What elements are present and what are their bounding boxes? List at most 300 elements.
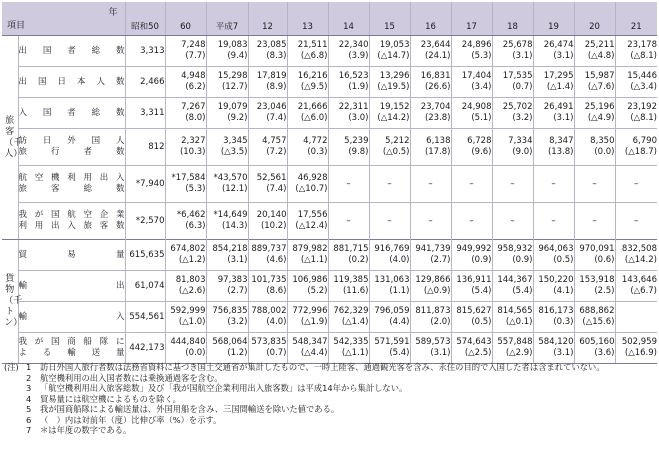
value-cell — [574, 67, 615, 98]
row-label-cell — [18, 67, 125, 98]
row-label-line: 輸入 — [18, 311, 125, 322]
value-cell — [165, 98, 206, 129]
value-text: – — [510, 178, 515, 189]
change-rate-text: (6.3) — [185, 221, 206, 231]
change-rate-text: (△1.4) — [546, 82, 574, 92]
value-cell — [574, 333, 615, 364]
value-cell — [492, 240, 533, 271]
value-cell — [492, 36, 533, 67]
change-rate-text: (0.7) — [512, 82, 533, 92]
value-text: 6,790 — [632, 136, 657, 146]
change-rate-text: (△0.1) — [505, 317, 533, 327]
row-label-cell — [18, 333, 125, 364]
value-text: *14,649 — [213, 210, 248, 220]
change-rate-text: (8.3) — [266, 51, 287, 61]
change-rate-text: (8.6) — [266, 286, 287, 296]
row-label-cell — [18, 98, 125, 129]
value-text: 8,350 — [590, 136, 615, 146]
change-rate-text: (0.9) — [471, 255, 492, 265]
change-rate-text: (12.7) — [221, 82, 248, 92]
value-cell — [451, 67, 492, 98]
value-cell — [287, 36, 328, 67]
year-header-cell: 21 — [615, 2, 657, 36]
change-rate-text: (13.8) — [547, 147, 574, 157]
row-label-cell — [18, 271, 125, 302]
value-cell — [533, 302, 574, 333]
value-cell — [165, 36, 206, 67]
year-header-cell: 60 — [165, 2, 206, 36]
change-rate-text: (△1.1) — [341, 348, 369, 358]
row-label-cell — [18, 36, 125, 67]
value-text: 17,556 — [297, 210, 328, 220]
value-text: 4,757 — [262, 136, 287, 146]
value-cell — [165, 302, 206, 333]
category-label: 旅客（千人） — [4, 115, 23, 159]
value-text: 19,053 — [379, 40, 410, 50]
row-label-cell — [18, 240, 125, 271]
value-cell — [206, 302, 248, 333]
change-rate-text: (7.2) — [266, 147, 287, 157]
value-text: *17,584 — [171, 173, 206, 183]
value-text: 502,959 — [621, 337, 657, 347]
value-cell — [533, 240, 574, 271]
table-row — [2, 203, 657, 240]
value-text: 444,840 — [170, 337, 206, 347]
value-cell — [451, 129, 492, 166]
change-rate-text: (△18.7) — [624, 147, 657, 157]
change-rate-text: (10.2) — [260, 221, 287, 231]
change-rate-text: (△6.8) — [300, 51, 328, 61]
table-row — [2, 166, 657, 203]
value-text: 568,064 — [212, 337, 248, 347]
footnote-text: （ ）内は対前年（度）比伸び率（%）を示す。 — [40, 414, 222, 425]
value-text: 23,704 — [420, 102, 451, 112]
change-rate-text: (14.3) — [221, 221, 248, 231]
value-text: 615,635 — [129, 249, 165, 260]
change-rate-text: (7.7) — [185, 51, 206, 61]
change-rate-text: (2.5) — [594, 286, 615, 296]
value-cell — [369, 67, 410, 98]
value-text: 46,928 — [297, 173, 328, 183]
change-rate-text: (6.2) — [185, 82, 206, 92]
value-text: 6,728 — [467, 136, 492, 146]
year-header-cell: 13 — [287, 2, 328, 36]
footnote-number: 6 — [26, 414, 32, 425]
footnote-item — [4, 425, 654, 436]
change-rate-text: (8.9) — [266, 82, 287, 92]
change-rate-text: (12.1) — [221, 184, 248, 194]
value-text: 25,196 — [584, 102, 615, 112]
footnote-number: 4 — [26, 393, 32, 404]
value-text: – — [387, 178, 392, 189]
value-cell — [533, 36, 574, 67]
change-rate-text: (0.3) — [553, 317, 574, 327]
footnote-text: 貿易量には航空機によるものを除く。 — [40, 393, 181, 404]
value-text: 674,802 — [170, 244, 206, 254]
value-text: 24,896 — [461, 40, 492, 50]
change-rate-text: (△19.5) — [377, 82, 410, 92]
value-cell — [615, 166, 657, 203]
value-cell — [165, 129, 206, 166]
value-cell — [533, 166, 574, 203]
value-cell — [533, 129, 574, 166]
header-corner-cell — [2, 2, 125, 36]
value-cell — [615, 302, 657, 333]
change-rate-text: (5.1) — [471, 113, 492, 123]
value-text: 772,996 — [292, 306, 328, 316]
value-cell — [533, 98, 574, 129]
value-text: 143,646 — [621, 275, 657, 285]
change-rate-text: (△2.9) — [505, 348, 533, 358]
value-text: 573,835 — [251, 337, 287, 347]
value-cell — [125, 240, 165, 271]
value-text: 811,873 — [415, 306, 451, 316]
value-text: 762,329 — [333, 306, 369, 316]
value-cell — [328, 67, 369, 98]
value-cell — [125, 302, 165, 333]
value-text: 23,644 — [420, 40, 451, 50]
value-cell — [574, 271, 615, 302]
value-text: 17,535 — [502, 71, 533, 81]
change-rate-text: (△4.9) — [587, 113, 615, 123]
value-cell — [492, 203, 533, 240]
value-cell — [206, 129, 248, 166]
value-cell — [533, 67, 574, 98]
value-cell — [125, 203, 165, 240]
value-text: 23,178 — [627, 40, 657, 50]
value-cell — [574, 203, 615, 240]
change-rate-text: (△6.7) — [630, 286, 657, 296]
value-cell — [574, 36, 615, 67]
value-cell — [206, 333, 248, 364]
change-rate-text: (2.7) — [227, 286, 248, 296]
change-rate-text: (9.4) — [227, 51, 248, 61]
value-cell — [410, 302, 451, 333]
change-rate-text: (△14.2) — [624, 255, 657, 265]
value-text: *6,462 — [176, 210, 206, 220]
value-text: 52,561 — [256, 173, 287, 183]
table-row — [2, 129, 657, 166]
value-text: – — [469, 178, 474, 189]
value-cell — [287, 203, 328, 240]
value-cell — [615, 129, 657, 166]
value-text: *2,570 — [135, 215, 165, 226]
value-text: 16,831 — [420, 71, 451, 81]
row-label-line: 航空機利用出入 — [18, 173, 125, 183]
value-cell — [248, 166, 287, 203]
change-rate-text: (△8.1) — [630, 113, 657, 123]
value-cell — [451, 98, 492, 129]
value-cell — [410, 36, 451, 67]
footnote-number: 3 — [26, 383, 32, 393]
change-rate-text: (△7.6) — [587, 82, 615, 92]
value-cell — [410, 240, 451, 271]
value-cell — [206, 240, 248, 271]
value-cell — [451, 240, 492, 271]
value-text: 592,999 — [170, 306, 206, 316]
change-rate-text: (△3.5) — [220, 147, 248, 157]
value-text: 916,769 — [374, 244, 410, 254]
value-text: 119,385 — [333, 275, 369, 285]
value-cell — [369, 271, 410, 302]
year-header-label: 年 — [108, 8, 118, 18]
change-rate-text: (△1.0) — [178, 317, 206, 327]
change-rate-text: (5.4) — [512, 286, 533, 296]
value-cell — [369, 166, 410, 203]
value-text: 19,152 — [379, 102, 410, 112]
value-cell — [125, 67, 165, 98]
change-rate-text: (0.5) — [471, 317, 492, 327]
value-cell — [125, 98, 165, 129]
value-text: 144,367 — [497, 275, 533, 285]
value-text: – — [428, 178, 433, 189]
value-cell — [492, 98, 533, 129]
value-cell — [287, 98, 328, 129]
change-rate-text: (△12.4) — [295, 221, 328, 231]
value-text: 796,059 — [374, 306, 410, 316]
year-header-cell: 19 — [533, 2, 574, 36]
value-cell — [615, 67, 657, 98]
value-text: 688,862 — [579, 306, 615, 316]
value-cell — [328, 240, 369, 271]
value-cell — [248, 302, 287, 333]
value-cell — [248, 271, 287, 302]
value-text: 15,446 — [627, 71, 657, 81]
value-cell — [248, 240, 287, 271]
value-cell — [410, 333, 451, 364]
change-rate-text: (△4.8) — [587, 51, 615, 61]
value-cell — [248, 98, 287, 129]
change-rate-text: (3.0) — [348, 113, 369, 123]
value-text: – — [634, 215, 639, 226]
change-rate-text: (△1.9) — [300, 317, 328, 327]
value-cell — [369, 98, 410, 129]
footnote-item — [4, 415, 654, 426]
value-text: 812 — [148, 141, 165, 152]
footnote-text: 訪日外国人旅行者数は法務省資料に基づき国土交通省が集計したもので、一時上陸客、通過観光客を含み、永住の目的で入国した者は含まれていない。 — [40, 362, 605, 372]
value-cell — [328, 98, 369, 129]
value-text: 17,404 — [461, 71, 492, 81]
value-cell — [615, 271, 657, 302]
value-text: – — [469, 215, 474, 226]
value-cell — [328, 333, 369, 364]
value-text: 815,627 — [456, 306, 492, 316]
footnote-number: 2 — [26, 372, 32, 383]
value-text: 949,992 — [456, 244, 492, 254]
value-text: 964,063 — [538, 244, 574, 254]
footnote-number: 1 — [26, 362, 32, 372]
change-rate-text: (4.1) — [553, 286, 574, 296]
footnote-text: ＊は年度の数字である。 — [40, 425, 132, 435]
change-rate-text: (3.1) — [553, 348, 574, 358]
footnote-prefix: (注) — [4, 362, 19, 372]
value-text: 25,211 — [584, 40, 615, 50]
value-text: – — [592, 215, 597, 226]
value-text: 3,345 — [223, 136, 248, 146]
value-cell — [206, 67, 248, 98]
change-rate-text: (1.2) — [227, 348, 248, 358]
value-text: 442,173 — [129, 342, 165, 353]
change-rate-text: (△1.2) — [178, 255, 206, 265]
value-cell — [287, 166, 328, 203]
value-text: 7,334 — [508, 136, 533, 146]
footnote-prefix — [4, 415, 26, 426]
change-rate-text: (△14.2) — [377, 113, 410, 123]
change-rate-text: (3.1) — [512, 51, 533, 61]
category-cell — [2, 36, 23, 240]
value-text: 832,508 — [621, 244, 657, 254]
value-text: 2,466 — [140, 76, 165, 87]
value-cell — [369, 129, 410, 166]
value-text: 25,702 — [502, 102, 533, 112]
value-text: *7,940 — [135, 178, 165, 189]
value-text: 548,347 — [292, 337, 328, 347]
value-text: 61,074 — [134, 280, 165, 291]
row-label-line: 利用出入旅客数 — [18, 221, 125, 231]
value-text: 605,160 — [579, 337, 615, 347]
value-cell — [206, 98, 248, 129]
value-cell — [165, 166, 206, 203]
table-row — [2, 36, 657, 67]
change-rate-text: (4.0) — [389, 255, 410, 265]
change-rate-text: (7.4) — [266, 113, 287, 123]
value-cell — [206, 166, 248, 203]
value-cell — [328, 271, 369, 302]
value-text: 23,085 — [256, 40, 287, 50]
value-cell — [328, 36, 369, 67]
footnote-number: 5 — [26, 404, 32, 414]
value-cell — [410, 129, 451, 166]
row-label-cell — [18, 166, 125, 203]
change-rate-text: (0.5) — [553, 255, 574, 265]
value-cell — [125, 166, 165, 203]
table-row — [2, 98, 657, 129]
value-cell — [248, 67, 287, 98]
value-cell — [410, 166, 451, 203]
change-rate-text: (3.9) — [348, 51, 369, 61]
category-cell — [2, 240, 23, 364]
value-cell — [328, 166, 369, 203]
value-cell — [533, 333, 574, 364]
value-text: 854,218 — [212, 244, 248, 254]
value-text: 970,091 — [579, 244, 615, 254]
value-text: 557,848 — [497, 337, 533, 347]
value-cell — [165, 240, 206, 271]
footnote-item — [4, 383, 654, 394]
value-cell — [125, 333, 165, 364]
value-text: – — [510, 215, 515, 226]
value-cell — [574, 302, 615, 333]
change-rate-text: (5.3) — [185, 184, 206, 194]
value-cell — [574, 98, 615, 129]
value-cell — [615, 36, 657, 67]
change-rate-text: (0.9) — [512, 255, 533, 265]
value-text: 2,327 — [181, 136, 206, 146]
value-text: 19,083 — [217, 40, 248, 50]
value-text: 788,002 — [251, 306, 287, 316]
change-rate-text: (9.2) — [227, 113, 248, 123]
value-cell — [248, 333, 287, 364]
value-text: – — [387, 215, 392, 226]
value-text: 542,335 — [333, 337, 369, 347]
value-cell — [206, 271, 248, 302]
value-cell — [410, 271, 451, 302]
value-text: 131,063 — [374, 275, 410, 285]
value-text: 584,120 — [538, 337, 574, 347]
table-row — [2, 67, 657, 98]
change-rate-text: (△1.1) — [300, 255, 328, 265]
change-rate-text: (4.0) — [266, 317, 287, 327]
footnote-prefix — [4, 404, 26, 415]
value-text: 3,311 — [140, 107, 165, 118]
value-cell — [287, 302, 328, 333]
row-label-line: 出国者総数 — [18, 45, 125, 56]
value-cell — [287, 67, 328, 98]
value-cell — [287, 271, 328, 302]
value-text: – — [634, 178, 639, 189]
value-text: 881,715 — [333, 244, 369, 254]
change-rate-text: (1.1) — [389, 286, 410, 296]
value-cell — [125, 271, 165, 302]
year-header-cell: 18 — [492, 2, 533, 36]
change-rate-text: (△0.9) — [423, 286, 451, 296]
value-text: 26,491 — [543, 102, 574, 112]
value-cell — [287, 240, 328, 271]
change-rate-text: (4.4) — [389, 317, 410, 327]
table-row — [2, 240, 657, 271]
value-cell — [287, 129, 328, 166]
change-rate-text: (10.3) — [179, 147, 206, 157]
row-label-line: 入国者総数 — [18, 107, 125, 118]
change-rate-text: (0.3) — [307, 147, 328, 157]
value-text: 554,561 — [129, 311, 165, 322]
value-cell — [328, 129, 369, 166]
change-rate-text: (3.2) — [227, 317, 248, 327]
category-label: 貨物（千トン） — [4, 274, 23, 328]
footnote-text: 我が国商船隊による輸送量は、外国用船を含み、三国間輸送を除いた値である。 — [40, 404, 340, 414]
value-text: 20,140 — [256, 210, 287, 220]
value-cell — [206, 36, 248, 67]
year-header-cell: 17 — [451, 2, 492, 36]
value-text: 589,573 — [415, 337, 451, 347]
value-cell — [451, 333, 492, 364]
value-text: 17,295 — [543, 71, 574, 81]
value-cell — [369, 36, 410, 67]
change-rate-text: (7.4) — [266, 184, 287, 194]
value-text: 816,173 — [538, 306, 574, 316]
change-rate-text: (3.6) — [594, 348, 615, 358]
value-cell — [206, 203, 248, 240]
value-cell — [492, 129, 533, 166]
change-rate-text: (3.1) — [553, 113, 574, 123]
change-rate-text: (△8.1) — [630, 51, 657, 61]
value-text: 23,046 — [256, 102, 287, 112]
row-label-line: よる輸送量 — [18, 348, 125, 358]
value-cell — [328, 302, 369, 333]
change-rate-text: (△15.6) — [582, 317, 615, 327]
change-rate-text: (3.1) — [430, 348, 451, 358]
value-cell — [369, 240, 410, 271]
value-text: 4,948 — [181, 71, 206, 81]
change-rate-text: (9.0) — [512, 147, 533, 157]
change-rate-text: (0.2) — [348, 255, 369, 265]
table-body — [2, 36, 657, 364]
footnote-prefix — [4, 373, 26, 384]
value-text: 21,511 — [297, 40, 328, 50]
change-rate-text: (△2.6) — [178, 286, 206, 296]
change-rate-text: (3.4) — [471, 82, 492, 92]
value-cell — [165, 203, 206, 240]
